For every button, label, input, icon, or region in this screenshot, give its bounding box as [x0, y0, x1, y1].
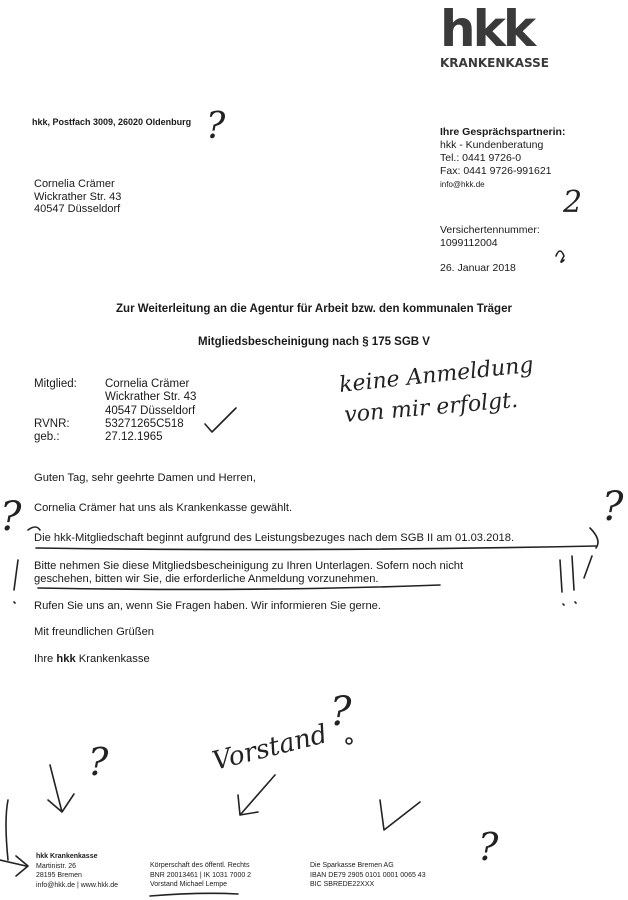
arrow-footer — [0, 800, 28, 876]
rvnr-value: 53271265C518 — [105, 417, 184, 430]
footer-ids: BNR 20013461 | IK 1031 7000 2 — [150, 871, 252, 879]
handwritten-word-vorstand: Vorstand — [209, 719, 331, 777]
logo-subtitle: KRANKENKASSE — [440, 56, 549, 70]
signature-prefix: Ihre — [34, 653, 54, 665]
insurance-block — [440, 224, 540, 250]
signature — [34, 653, 150, 665]
forwarding-headline: Zur Weiterleitung an die Agentur für Arbeit bzw. den kommunalen Träger — [116, 303, 512, 315]
paragraph-chosen: Cornelia Crämer hat uns als Krankenkasse gewählt. — [34, 502, 293, 514]
recipient-street: Wickrather Str. 43 — [34, 190, 122, 203]
question-mark-left: ? — [88, 740, 109, 784]
signature-suffix: Krankenkasse — [78, 653, 150, 665]
contact-email: info@hkk.de — [440, 180, 485, 189]
member-city: 40547 Düsseldorf — [105, 404, 196, 417]
contact-heading: Ihre Gesprächspartnerin: — [440, 126, 566, 138]
underline-request — [38, 585, 440, 589]
paragraph-request-line1: Bitte nehmen Sie diese Mitgliedsbescheinigung zu Ihren Unterlagen. Sofern noch nicht — [34, 560, 464, 572]
logo-wordmark: hkk — [440, 0, 534, 58]
contact-tel: Tel.: 0441 9726-0 — [440, 152, 522, 164]
insurance-label: Versichertennummer: — [440, 224, 540, 236]
rvnr-label: RVNR: — [34, 417, 70, 430]
question-mark-middle: ? — [330, 689, 352, 735]
handwritten-note-line1: keine Anmeldung — [338, 352, 535, 398]
footer-iban: IBAN DE79 2905 0101 0001 0065 43 — [310, 871, 426, 879]
question-mark-bottom-right: ? — [478, 825, 499, 869]
footer-bic: BIC SBREDE22XXX — [310, 881, 375, 888]
signature-brand: hkk — [56, 653, 76, 665]
underline-board — [150, 893, 238, 896]
exclamation-left — [14, 560, 18, 603]
footer-board: Vorstand Michael Lempe — [150, 881, 228, 888]
footer-web: info@hkk.de | www.hkk.de — [36, 881, 119, 889]
bracket-membership-right — [590, 528, 598, 548]
contact-fax: Fax: 0441 9726-991621 — [440, 165, 552, 177]
handwritten-number: 2 — [563, 185, 583, 220]
dot-vorstand — [346, 738, 352, 744]
paragraph-contact-us: Rufen Sie uns an, wenn Sie Fragen haben. Wir informieren Sie gerne. — [34, 600, 382, 612]
footer-bank — [310, 861, 426, 890]
underline-membership — [36, 546, 596, 550]
born-label: geb.: — [34, 431, 60, 444]
closing: Mit freundlichen Grüßen — [34, 626, 155, 638]
footer-city: 28195 Bremen — [36, 872, 82, 879]
scribble-date — [556, 251, 564, 262]
handwritten-note-line2: von mir erfolgt. — [343, 387, 519, 428]
recipient-city: 40547 Düsseldorf — [34, 203, 121, 215]
contact-block — [440, 126, 565, 191]
question-mark-margin-left: ? — [0, 494, 22, 540]
member-block — [34, 378, 196, 444]
arrow-middle — [238, 775, 275, 815]
question-mark-margin-right: ? — [602, 484, 624, 530]
paragraph-request-line2: geschehen, bitten wir Sie, die erforderliche Anmeldung vorzunehmen. — [34, 573, 379, 585]
member-street: Wickrather Str. 43 — [105, 391, 197, 404]
contact-dept: hkk - Kundenberatung — [440, 139, 544, 151]
sender-line: hkk, Postfach 3009, 26020 Oldenburg — [32, 117, 192, 127]
insurance-number: 1099112004 — [440, 237, 498, 249]
footer-legal — [150, 861, 251, 890]
paragraph-membership-start: Die hkk-Mitgliedschaft beginnt aufgrund des Leistungsbezuges nach dem SGB II am 01.03.2018. — [34, 532, 515, 544]
question-mark-top: ? — [206, 106, 226, 147]
hkk-logo — [440, 0, 549, 70]
footer-bank-name: Die Sparkasse Bremen AG — [310, 862, 394, 869]
checkmark-rvnr — [205, 408, 236, 432]
footer-address — [36, 852, 118, 890]
footer-legal-type: Körperschaft des öffentl. Rechts — [150, 862, 250, 869]
footer-company: hkk Krankenkasse — [36, 853, 98, 860]
letter-date: 26. Januar 2018 — [440, 262, 516, 274]
member-label: Mitglied: — [34, 378, 77, 390]
arrow-left — [48, 765, 74, 812]
bracket-membership-left — [28, 527, 40, 530]
born-value: 27.12.1965 — [105, 431, 163, 444]
recipient-name: Cornelia Crämer — [34, 178, 115, 190]
member-name: Cornelia Crämer — [105, 378, 190, 390]
footer-street: Martinistr. 26 — [36, 862, 77, 870]
exclamation-right — [560, 556, 592, 605]
arrow-right — [380, 800, 420, 830]
recipient-address — [34, 178, 121, 216]
document-title: Mitgliedsbescheinigung nach § 175 SGB V — [198, 336, 430, 348]
greeting: Guten Tag, sehr geehrte Damen und Herren, — [34, 472, 256, 484]
